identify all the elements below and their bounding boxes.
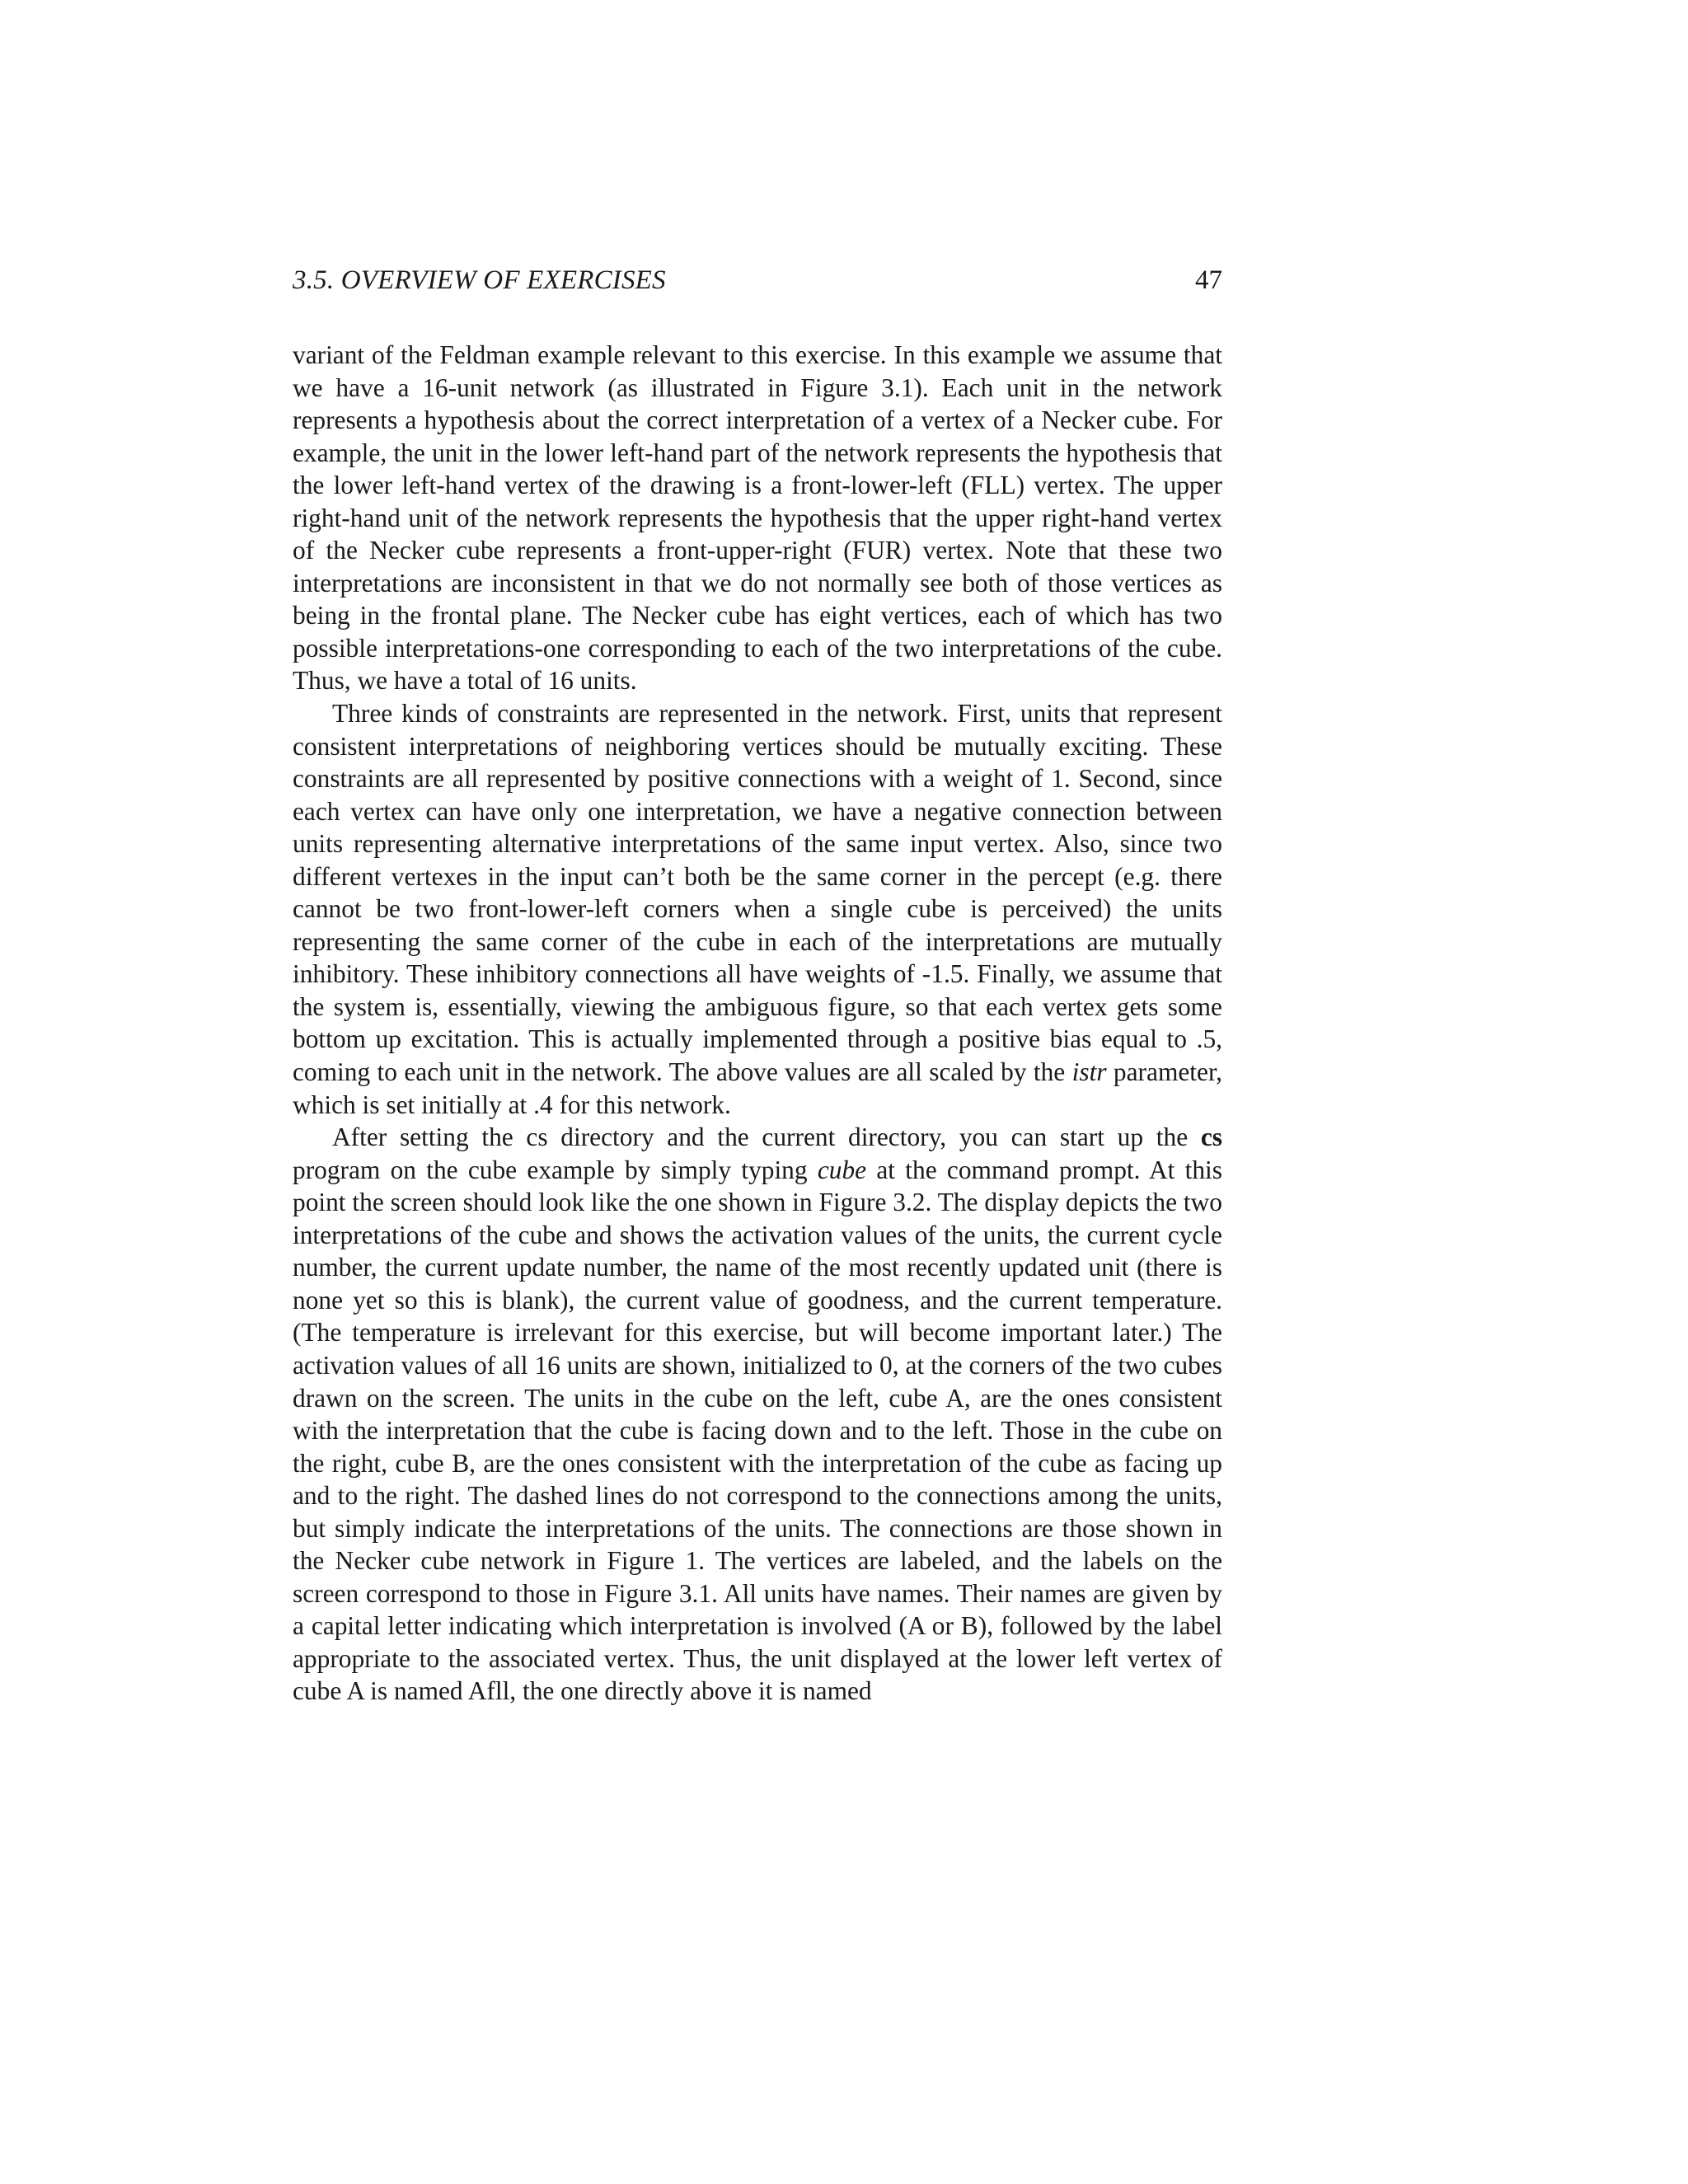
paragraph-2: [293, 697, 1222, 1121]
cs-program-name: cs: [1200, 1122, 1222, 1152]
page-number: 47: [1195, 265, 1222, 295]
paragraph-3: [293, 1121, 1222, 1708]
paragraph-1: [293, 339, 1222, 697]
cube-command: cube: [817, 1155, 867, 1184]
body-text: [293, 339, 1222, 1708]
paragraph-2-text: Three kinds of constraints are represented in the network. First, units that represent consistent interpretations of neighboring vertices should be mutually exciting. These constraints are all represented by positive connections with a weight of 1. Second, since each vertex can have only one interpretation, we have a negative connection between units representing alternative interpretations of the same input vertex. Also, since two different vertexes in the input can’t both be the same corner in the percept (e.g. there cannot be two front-lower-left corners when a single cube is perceived) the units representing the same corner of the cube in each of the interpretations are mutually inhibitory. These inhibitory connections all have weights of -1.5. Finally, we assume that the system is, essentially, viewing the ambiguous figure, so that each vertex gets some bottom up excitation. This is actually implemented through a positive bias equal to .5, coming to each unit in the network. The above values are all scaled by the: [293, 699, 1222, 1087]
paragraph-1-text: variant of the Feldman example relevant to this exercise. In this example we assume that we have a 16-unit network (as illustrated in Figure 3.1). Each unit in the network represents a hypothesis about the correct interpretation of a vertex of a Necker cube. For example, the unit in the lower left-hand part of the network represents the hypothesis that the lower left-hand vertex of the drawing is a front-lower-left (FLL) vertex. The upper right-hand unit of the network represents the hypothesis that the upper right-hand vertex of the Necker cube represents a front-upper-right (FUR) vertex. Note that these two interpretations are inconsistent in that we do not normally see both of those vertices as being in the frontal plane. The Necker cube has eight vertices, each of which has two possible interpretations-one corresponding to each of the two interpretations of the cube. Thus, we have a total of 16 units.: [293, 340, 1222, 696]
paragraph-2-text-end: parameter, which is set initially at .4 for this network.: [293, 1057, 1222, 1119]
paragraph-3-text-1: After setting the cs directory and the current directory, you can start up the: [332, 1122, 1201, 1152]
paragraph-3-text-3: at the command prompt. At this point the screen should look like the one shown in Figure 3.2. The display depicts the two interpretations of the cube and shows the activation values of the units, the current cycle number, the current update number, the name of the most recently updated unit (there is none yet so this is blank), the current value of goodness, and the current temperature. (The temperature is irrelevant for this exercise, but will become important later.) The activation values of all 16 units are shown, initialized to 0, at the corners of the two cubes drawn on the screen. The units in the cube on the left, cube A, are the ones consistent with the interpretation that the cube is facing down and to the left. Those in the cube on the right, cube B, are the ones consistent with the interpretation of the cube as facing up and to the right. The dashed lines do not correspond to the connections among the units, but simply indicate the interpretations of the units. The connections are those shown in the Necker cube network in Figure 1. The vertices are labeled, and the labels on the screen correspond to those in Figure 3.1. All units have names. Their names are given by a capital letter indicating which interpretation is involved (A or B), followed by the label appropriate to the associated vertex. Thus, the unit displayed at the lower left vertex of cube A is named Afll, the one directly above it is named: [293, 1155, 1222, 1706]
section-title: 3.5. OVERVIEW OF EXERCISES: [293, 265, 666, 295]
istr-parameter: istr: [1071, 1057, 1107, 1087]
running-header: [293, 262, 1222, 298]
page: [293, 262, 1222, 1708]
paragraph-3-text-2: program on the cube example by simply typing: [293, 1155, 818, 1184]
